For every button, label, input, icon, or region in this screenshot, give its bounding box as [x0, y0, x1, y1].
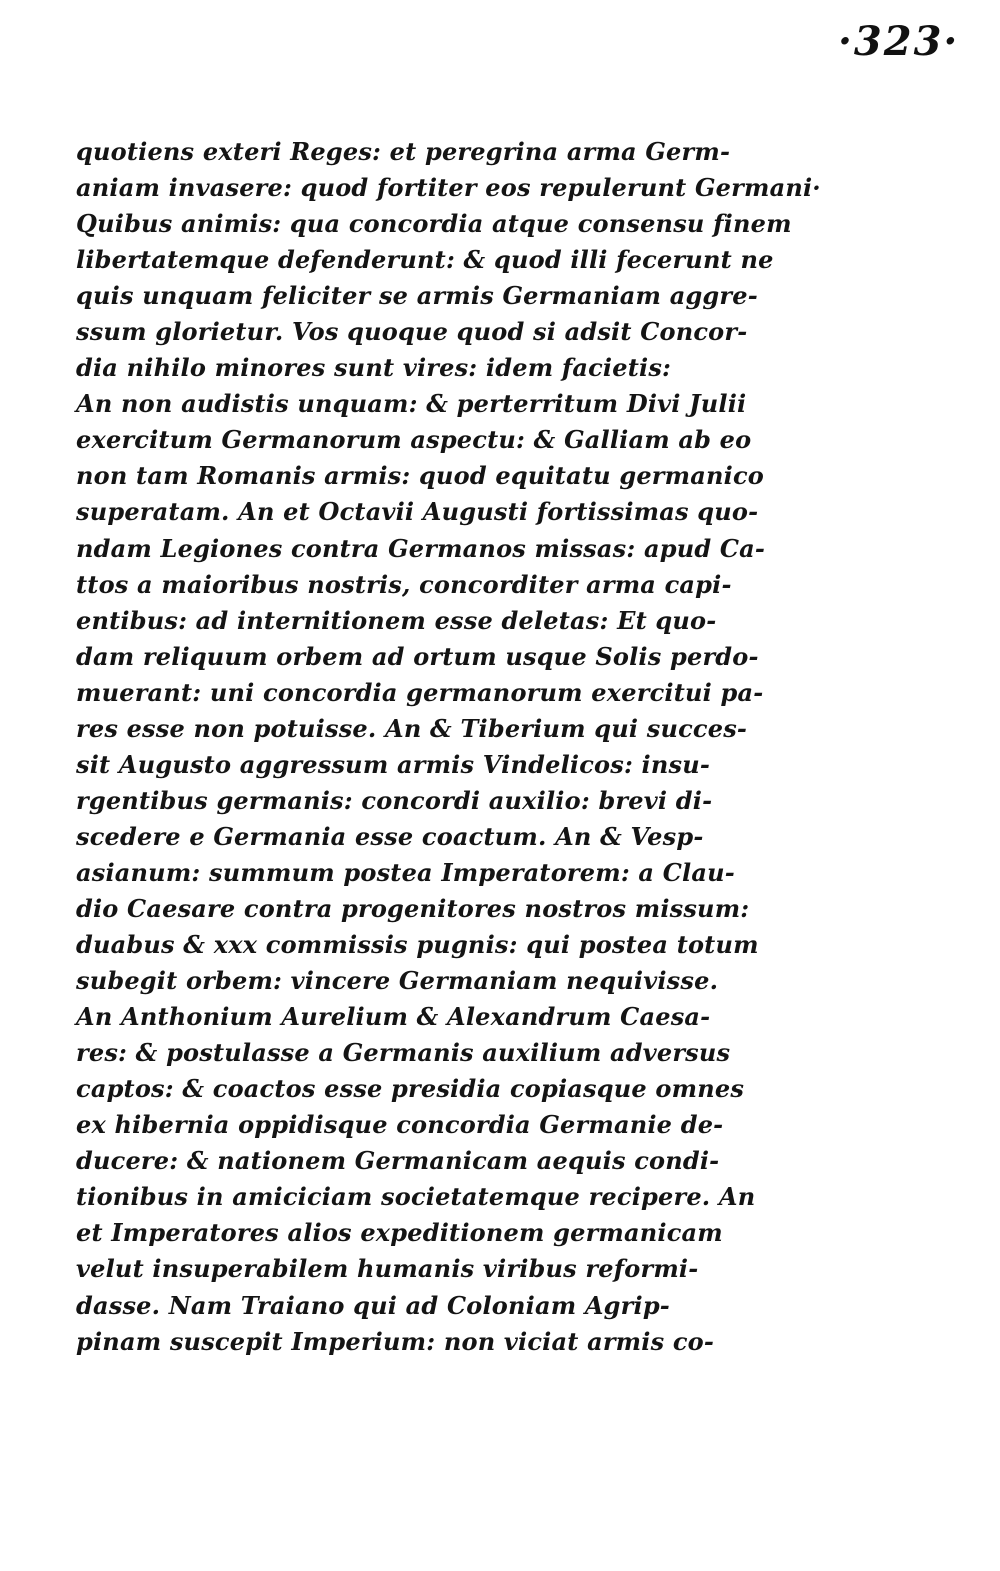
manuscript-line: entibus: ad internitionem esse deletas: Et quo-: [76, 605, 717, 635]
manuscript-line: libertatemque defenderunt: & quod illi fecerunt ne: [76, 245, 774, 275]
manuscript-line: sit Augusto aggressum armis Vindelicos: insu-: [76, 749, 711, 779]
manuscript-line: aniam invasere: quod fortiter eos repulerunt Germani·: [76, 173, 821, 203]
manuscript-line: dasse. Nam Traiano qui ad Coloniam Agrip-: [76, 1290, 670, 1320]
manuscript-line: captos: & coactos esse presidia copiasque omnes: [76, 1074, 745, 1104]
manuscript-line: quotiens exteri Reges: et peregrina arma Germ-: [76, 137, 731, 166]
manuscript-line: res esse non potuisse. An & Tiberium qui succes-: [76, 713, 748, 743]
manuscript-line: An non audistis unquam: & perterritum Divi Julii: [76, 389, 747, 419]
manuscript-line: non tam Romanis armis: quod equitatu germanico: [76, 461, 764, 491]
manuscript-line: exercitum Germanorum aspectu: & Galliam ab eo: [76, 425, 752, 455]
manuscript-line: dam reliquum orbem ad ortum usque Solis perdo-: [76, 641, 759, 671]
manuscript-line: dio Caesare contra progenitores nostros missum:: [76, 893, 750, 923]
manuscript-line: res: & postulasse a Germanis auxilium adversus: [76, 1038, 731, 1068]
manuscript-line: muerant: uni concordia germanorum exercitui pa-: [76, 677, 764, 707]
manuscript-line: ndam Legiones contra Germanos missas: apud Ca-: [76, 533, 766, 563]
manuscript-line: scedere e Germania esse coactum. An & Vesp-: [76, 821, 704, 851]
manuscript-line: ttos a maioribus nostris, concorditer arma capi-: [76, 569, 732, 599]
manuscript-line: An Anthonium Aurelium & Alexandrum Caesa-: [76, 1002, 711, 1032]
manuscript-line: ssum glorietur. Vos quoque quod si adsit Concor-: [76, 317, 748, 347]
manuscript-line: subegit orbem: vincere Germaniam nequivisse.: [76, 966, 719, 996]
manuscript-text-block: [76, 134, 821, 1360]
manuscript-line: Quibus animis: qua concordia atque consensu finem: [76, 209, 792, 239]
manuscript-line: rgentibus germanis: concordi auxilio: brevi di-: [76, 785, 713, 815]
manuscript-line: pinam suscepit Imperium: non viciat armis co-: [76, 1326, 715, 1356]
manuscript-line: dia nihilo minores sunt vires: idem facietis:: [76, 353, 672, 383]
manuscript-line: velut insuperabilem humanis viribus reformi-: [76, 1254, 699, 1284]
manuscript-line: et Imperatores alios expeditionem germanicam: [76, 1218, 723, 1248]
manuscript-line: duabus & xxx commissis pugnis: qui postea totum: [76, 930, 759, 960]
manuscript-line: asianum: summum postea Imperatorem: a Clau-: [76, 857, 735, 887]
manuscript-line: ex hibernia oppidisque concordia Germanie de-: [76, 1110, 724, 1140]
manuscript-line: quis unquam feliciter se armis Germaniam aggre-: [76, 281, 758, 311]
manuscript-line: superatam. An et Octavii Augusti fortissimas quo-: [76, 497, 759, 527]
manuscript-line: ducere: & nationem Germanicam aequis condi-: [76, 1146, 720, 1176]
manuscript-line: tionibus in amiciciam societatemque recipere. An: [76, 1182, 756, 1212]
folio-number: ·323·: [838, 18, 960, 65]
